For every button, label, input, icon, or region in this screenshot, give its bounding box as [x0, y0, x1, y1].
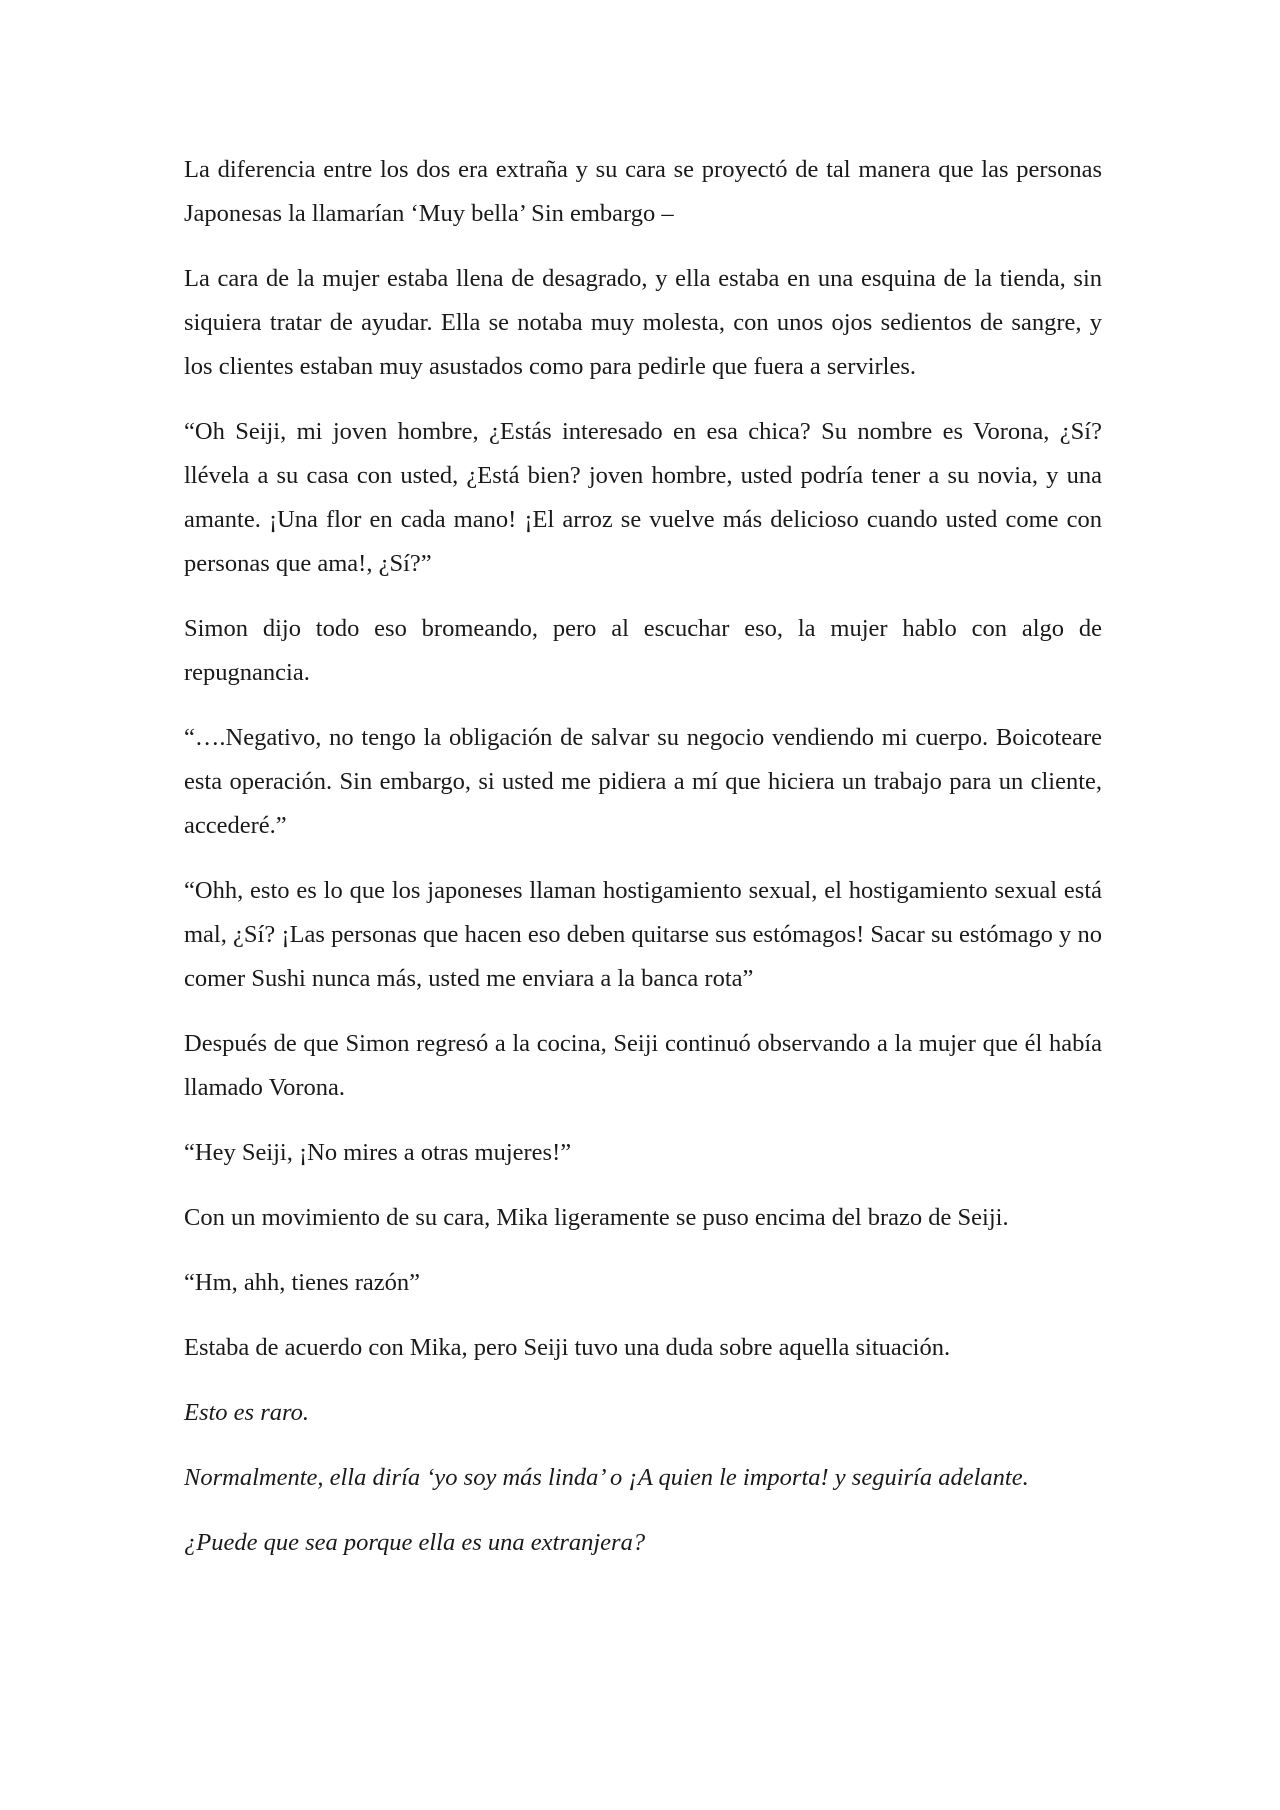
italic-paragraph: Normalmente, ella diría ‘yo soy más linda’ o ¡A quien le importa! y seguiría adelante.	[184, 1464, 1029, 1491]
paragraph: “Oh Seiji, mi joven hombre, ¿Estás interesado en esa chica? Su nombre es Vorona, ¿Sí? llévela a su casa con usted, ¿Está bien? joven hombre, usted podría tener a su novia, y una amante. ¡Una flor en cada mano! ¡El arroz se vuelve más delicioso cuando usted come con personas que ama!, ¿Sí?”	[184, 418, 1102, 577]
paragraph: Con un movimiento de su cara, Mika ligeramente se puso encima del brazo de Seiji.	[184, 1204, 1009, 1231]
page-body	[184, 148, 1102, 1586]
paragraph: Simon dijo todo eso bromeando, pero al escuchar eso, la mujer hablo con algo de repugnancia.	[184, 615, 1102, 686]
paragraph: “Hm, ahh, tienes razón”	[184, 1269, 421, 1296]
paragraph: La cara de la mujer estaba llena de desagrado, y ella estaba en una esquina de la tienda, sin siquiera tratar de ayudar. Ella se notaba muy molesta, con unos ojos sedientos de sangre, y los clientes estaban muy asustados como para pedirle que fuera a servirles.	[184, 265, 1102, 380]
paragraph: “Ohh, esto es lo que los japoneses llaman hostigamiento sexual, el hostigamiento sexual está mal, ¿Sí? ¡Las personas que hacen eso deben quitarse sus estómagos! Sacar su estómago y no comer Sushi nunca más, usted me enviara a la banca rota”	[184, 877, 1102, 992]
paragraph: Después de que Simon regresó a la cocina, Seiji continuó observando a la mujer que él había llamado Vorona.	[184, 1030, 1102, 1101]
paragraph: “….Negativo, no tengo la obligación de salvar su negocio vendiendo mi cuerpo. Boicoteare esta operación. Sin embargo, si usted me pidiera a mí que hiciera un trabajo para un cliente, accederé.”	[184, 724, 1102, 839]
italic-paragraph: ¿Puede que sea porque ella es una extranjera?	[184, 1529, 646, 1556]
paragraph: “Hey Seiji, ¡No mires a otras mujeres!”	[184, 1139, 572, 1166]
paragraph: La diferencia entre los dos era extraña y su cara se proyectó de tal manera que las personas Japonesas la llamarían ‘Muy bella’ Sin embargo –	[184, 156, 1102, 227]
italic-paragraph: Esto es raro.	[184, 1399, 310, 1426]
paragraph: Estaba de acuerdo con Mika, pero Seiji tuvo una duda sobre aquella situación.	[184, 1334, 951, 1361]
